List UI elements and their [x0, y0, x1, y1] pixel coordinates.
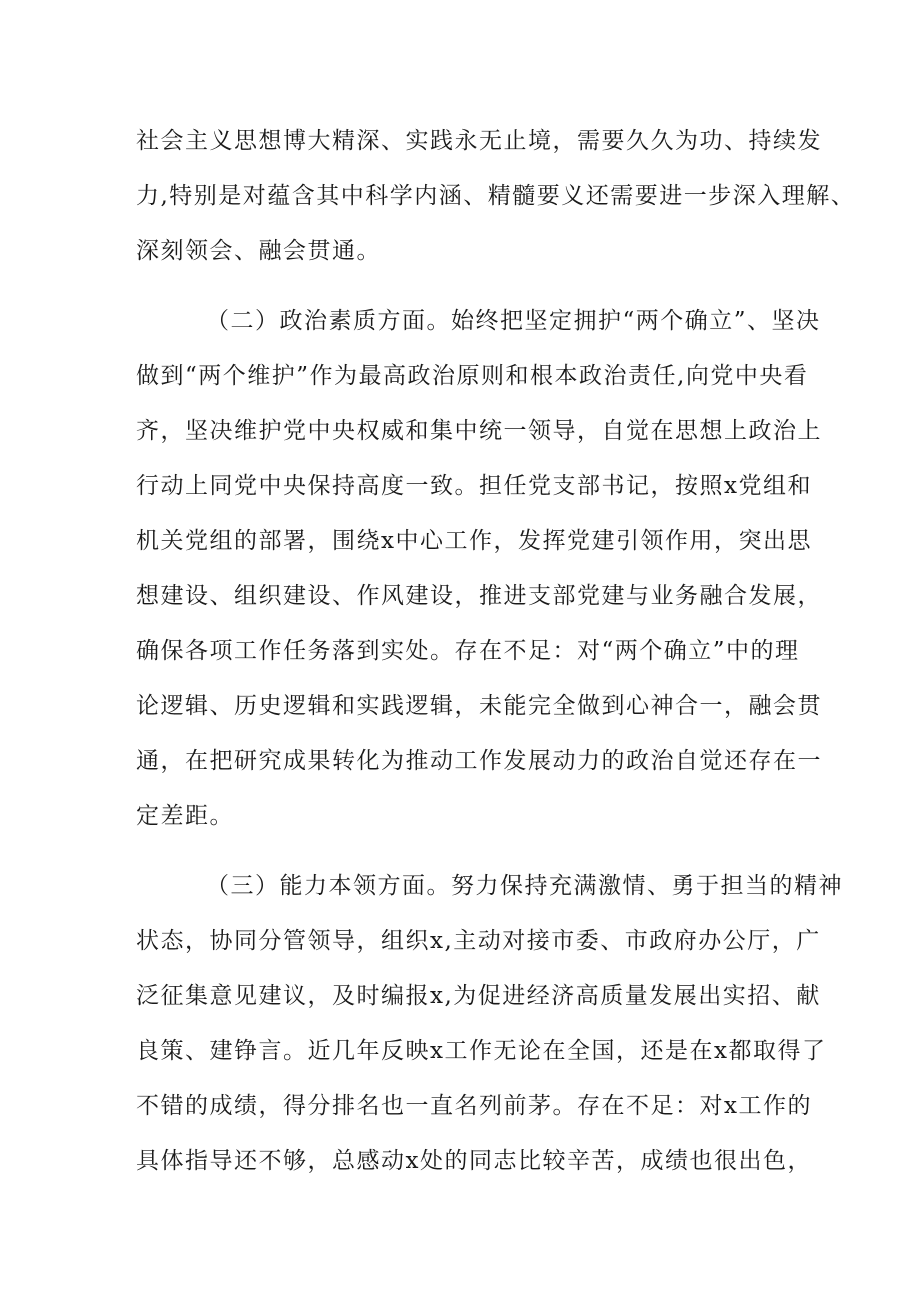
text-line: 良策、建铮言。近几年反映x工作无论在全国，还是在x都取得了 — [136, 1038, 827, 1064]
text-line: 深刻领会、融会贯通。 — [136, 238, 381, 264]
text-line: 状态，协同分管领导，组织x,主动对接市委、市政府办公厅，广 — [136, 928, 821, 954]
text-line: （二）政治素质方面。始终把坚定拥护“两个确立”、坚决 — [206, 308, 821, 334]
text-line: 定差距。 — [136, 803, 234, 829]
text-line: 具体指导还不够，总感动x处的同志比较辛苦，成绩也很出色， — [136, 1148, 812, 1174]
text-line: 力,特别是对蕴含其中科学内涵、精髓要义还需要进一步深入理解、 — [136, 183, 856, 209]
text-line: 想建设、组织建设、作风建设，推进支部党建与业务融合发展， — [136, 583, 822, 609]
text-line: 行动上同党中央保持高度一致。担任党支部书记，按照x党组和 — [136, 473, 812, 499]
text-line: 泛征集意见建议，及时编报x,为促进经济高质量发展出实招、献 — [136, 983, 821, 1009]
text-line: 论逻辑、历史逻辑和实践逻辑，未能完全做到心神合一，融会贯 — [136, 693, 822, 719]
text-line: 通，在把研究成果转化为推动工作发展动力的政治自觉还存在一 — [136, 748, 822, 774]
text-line: 社会主义思想博大精深、实践永无止境，需要久久为功、持续发 — [136, 128, 822, 154]
text-line: 机关党组的部署，围绕x中心工作，发挥党建引领作用，突出思 — [136, 528, 812, 554]
text-line: 做到“两个维护”作为最高政治原则和根本政治责任,向党中央看 — [136, 363, 809, 389]
text-line: 齐，坚决维护党中央权威和集中统一领导，自觉在思想上政治上 — [136, 418, 822, 444]
text-line: 确保各项工作任务落到实处。存在不足：对“两个确立”中的理 — [136, 638, 800, 664]
text-line: 不错的成绩，得分排名也一直名列前茅。存在不足：对x工作的 — [136, 1093, 812, 1119]
text-line: （三）能力本领方面。努力保持充满激情、勇于担当的精神 — [206, 873, 843, 899]
